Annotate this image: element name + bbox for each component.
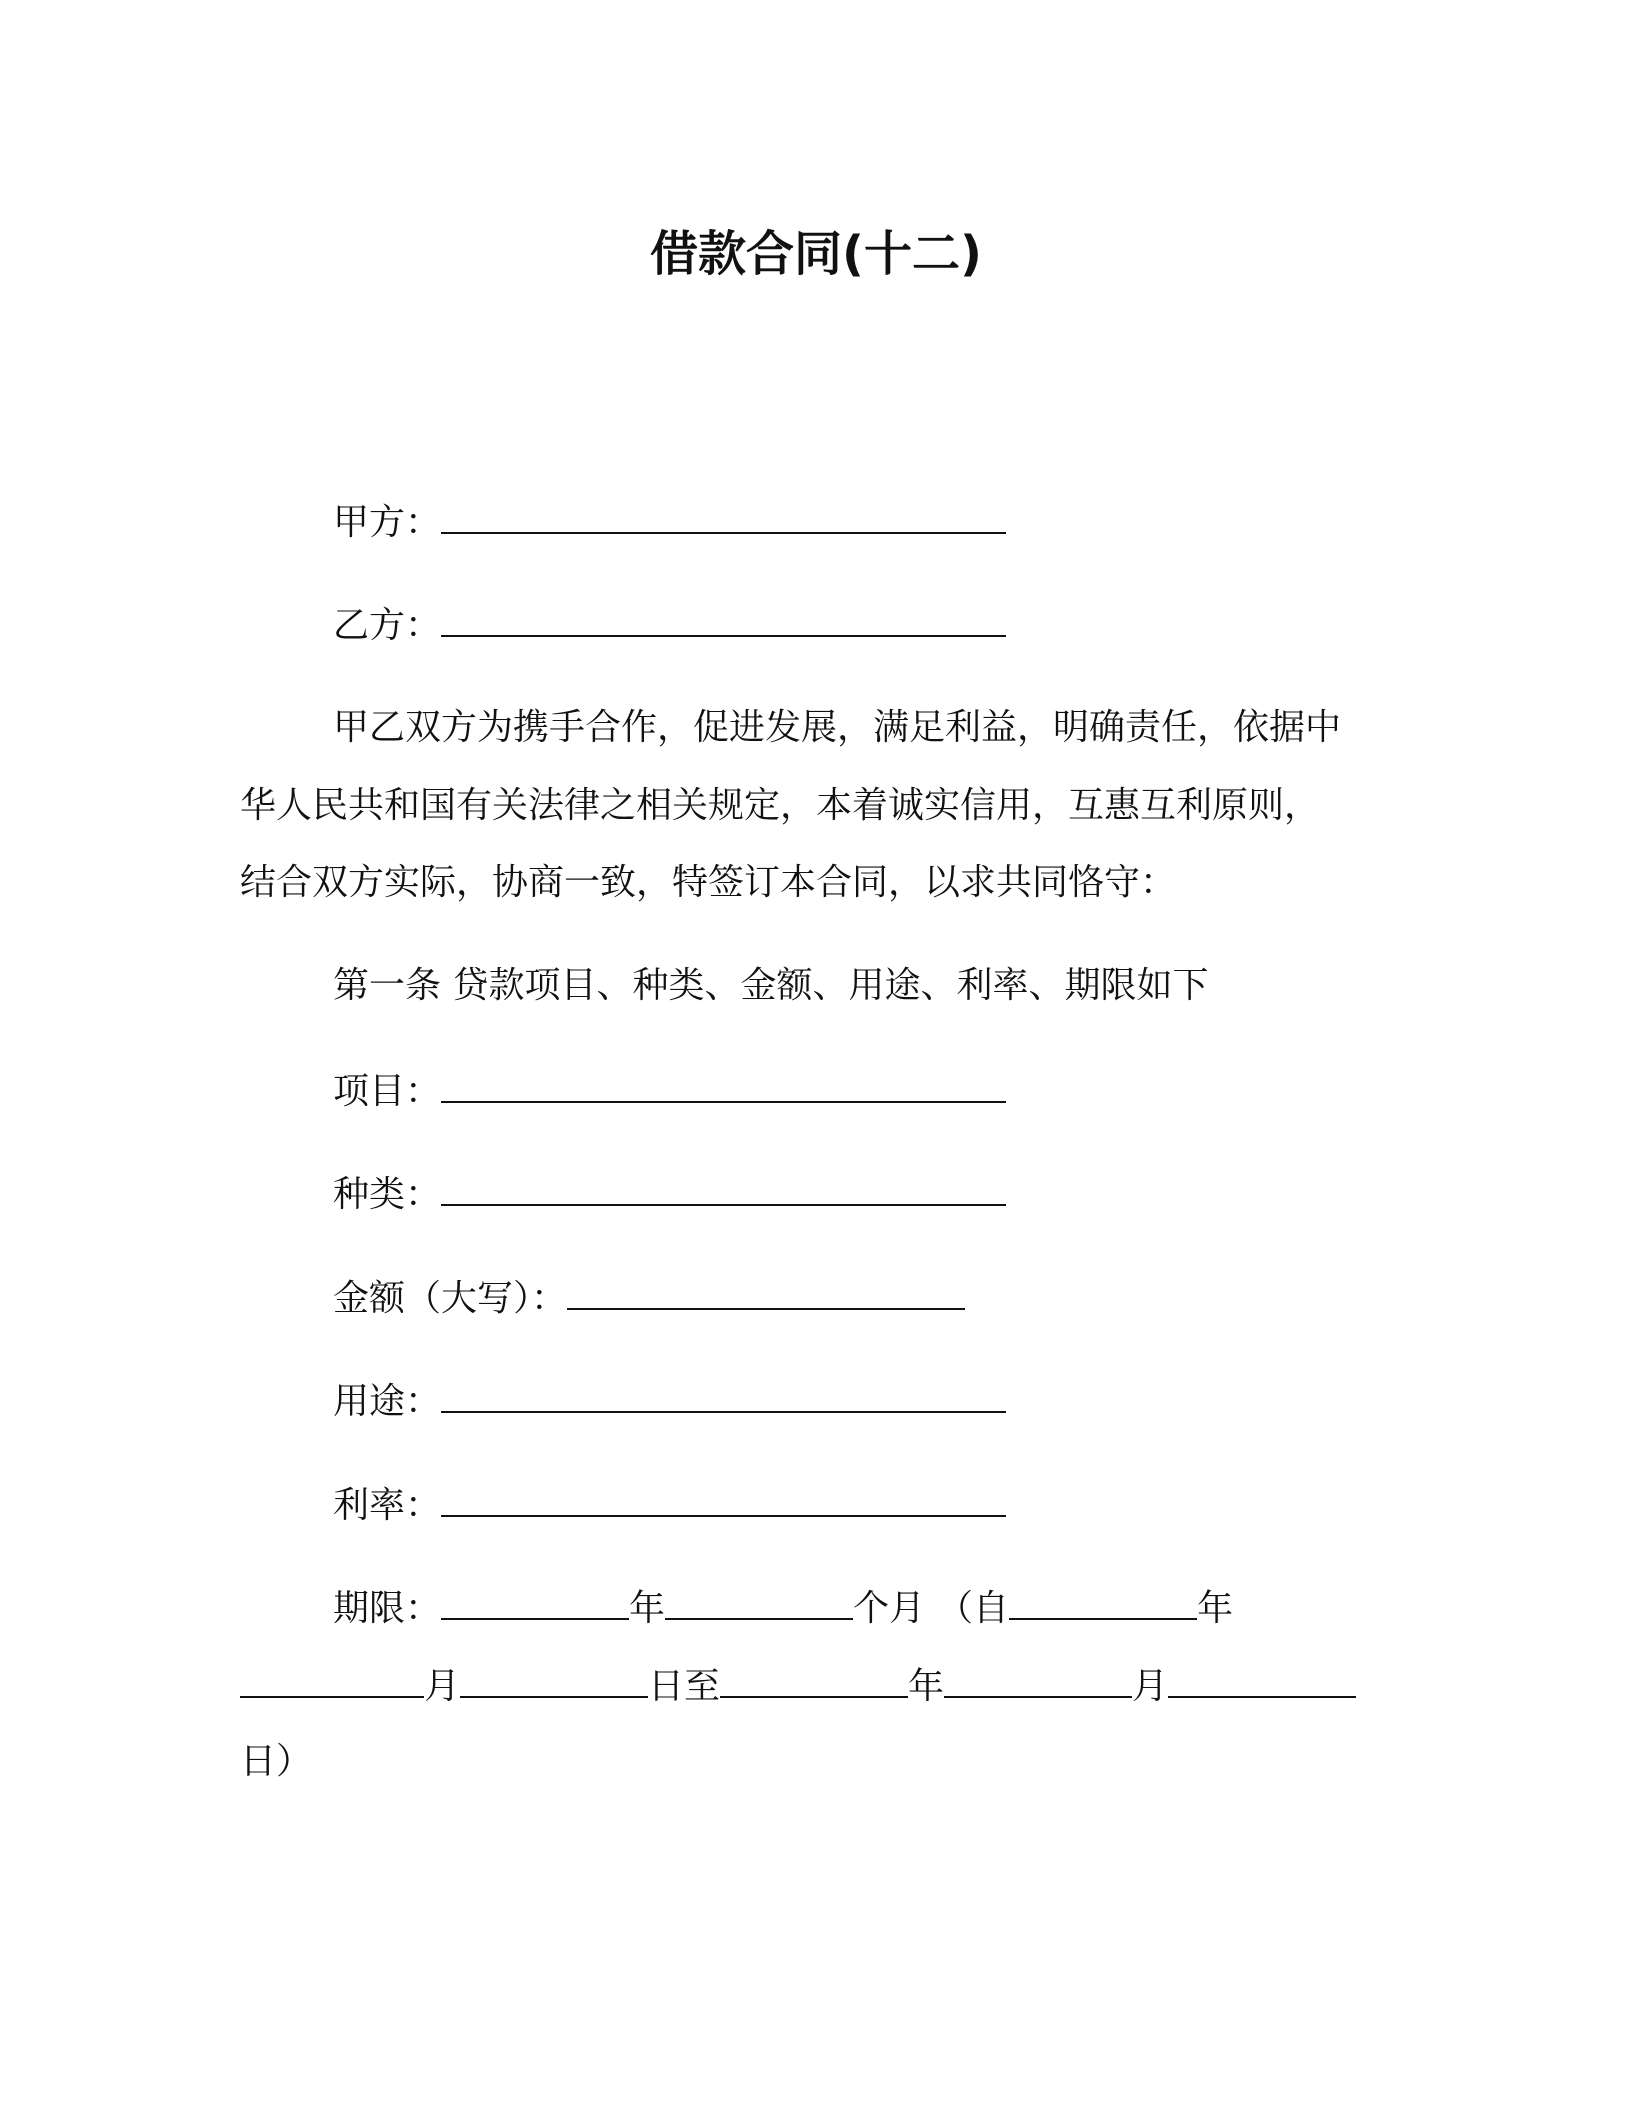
rate-label: 利率： [333, 1485, 442, 1526]
start-year-unit: 年 [1197, 1588, 1234, 1629]
term-year-unit: 年 [629, 1588, 666, 1629]
rate-row [333, 1479, 1006, 1531]
document-title: 借款合同(十二) [650, 226, 982, 282]
term-open-from: （自 [937, 1588, 1010, 1629]
party-a-blank[interactable] [441, 496, 1006, 534]
purpose-blank[interactable] [441, 1375, 1006, 1413]
rate-blank[interactable] [441, 1479, 1006, 1517]
end-day-close: 日） [240, 1741, 313, 1782]
term-years-blank[interactable] [441, 1582, 629, 1620]
term-row-2 [240, 1660, 1356, 1712]
start-month-blank[interactable] [240, 1660, 424, 1698]
purpose-row [333, 1375, 1006, 1427]
type-blank[interactable] [441, 1168, 1006, 1206]
item-row [333, 1065, 1006, 1117]
preamble-line-1: 甲乙双方为携手合作，促进发展，满足利益，明确责任，依据中 [333, 707, 1342, 748]
item-blank[interactable] [441, 1065, 1006, 1103]
preamble-line-3: 结合双方实际，协商一致，特签订本合同，以求共同恪守： [240, 862, 1177, 903]
start-month-unit: 月 [424, 1666, 461, 1707]
end-day-blank[interactable] [1168, 1660, 1356, 1698]
amount-row [333, 1272, 965, 1324]
end-month-blank[interactable] [944, 1660, 1132, 1698]
end-year-blank[interactable] [720, 1660, 908, 1698]
start-year-blank[interactable] [1009, 1582, 1197, 1620]
type-row [333, 1168, 1006, 1220]
amount-label: 金额（大写）： [333, 1278, 568, 1319]
preamble-line-2: 华人民共和国有关法律之相关规定，本着诚实信用，互惠互利原则， [240, 785, 1321, 826]
amount-blank[interactable] [567, 1272, 965, 1310]
term-months-unit: 个月 [853, 1588, 926, 1629]
term-label: 期限： [333, 1588, 442, 1629]
start-day-to: 日至 [648, 1666, 721, 1707]
term-row-3 [240, 1737, 312, 1787]
party-b-label: 乙方： [333, 605, 442, 646]
term-months-blank[interactable] [665, 1582, 853, 1620]
end-month-unit: 月 [1132, 1666, 1169, 1707]
purpose-label: 用途： [333, 1381, 442, 1422]
end-year-unit: 年 [908, 1666, 945, 1707]
party-a-row [333, 496, 1006, 548]
party-a-label: 甲方： [333, 502, 442, 543]
item-label: 项目： [333, 1071, 442, 1112]
party-b-blank[interactable] [441, 599, 1006, 637]
term-row-1 [333, 1582, 1233, 1634]
article-1-heading: 第一条 贷款项目、种类、金额、用途、利率、期限如下 [333, 965, 1209, 1006]
party-b-row [333, 599, 1006, 651]
start-day-blank[interactable] [460, 1660, 648, 1698]
type-label: 种类： [333, 1174, 442, 1215]
